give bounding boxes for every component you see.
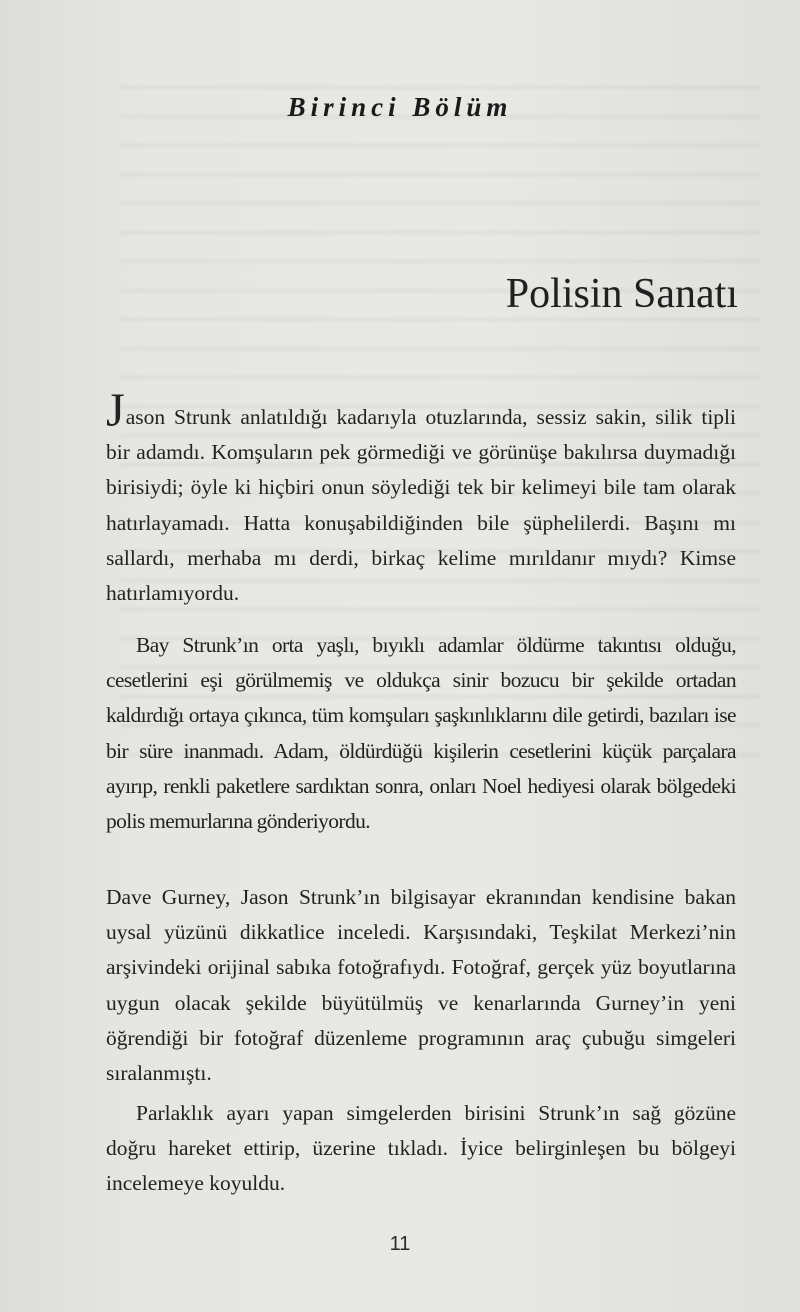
paragraph-3: Dave Gurney, Jason Strunk’ın bilgisayar ekranından kendisine bakan uysal yüzünü dikkatlice inceledi. Karşısındaki, Teşkilat Merkezi’nin arşivindeki orijinal sabıka fotoğrafıydı. Fotoğraf, gerçek yüz boyutlarına uygun olacak şekilde büyütülmüş ve kenarlarında Gurney’in yeni öğrendiği bir fotoğraf düzenleme programının araç çubuğu simgeleri sıralanmıştı. (106, 885, 736, 1086)
paragraph-4: Parlaklık ayarı yapan simgelerden birisini Strunk’ın sağ gözüne doğru hareket ettirip, üzerine tıkladı. İyice belirginleşen bu bölgeyi incelemeye koyuldu. (106, 1101, 736, 1196)
paragraph-1-text: ason Strunk anlatıldığı kadarıyla otuzlarında, sessiz sakin, silik tipli bir adamdı. Komşuların pek görmediği ve görünüşe bakılırsa duymadığı birisiydi; öyle ki hiçbiri onun söylediği tek bir kelimeyi bile tam olarak hatırlayamadı. Hatta konuşabildiğinden bile şüphelilerdi. Başını mı sallardı, merhaba mı derdi, birkaç kelime mırıldanır mıydı? Kimse hatırlamıyordu. (106, 405, 736, 606)
chapter-label: Birinci Bölüm (287, 92, 513, 122)
paragraph-1 (106, 384, 736, 611)
chapter-title: Polisin Sanatı (505, 271, 738, 317)
page-number: 11 (389, 1233, 411, 1255)
drop-cap: J (106, 384, 125, 437)
paragraph-2: Bay Strunk’ın orta yaşlı, bıyıklı adamlar öldürme takıntısı olduğu, cesetlerini eşi görülmemiş ve oldukça sinir bozucu bir şekilde ortadan kaldırdığı ortaya çıkınca, tüm komşuları şaşkınlıklarını dile getirdi, bazıları ise bir süre inanmadı. Adam, öldürdüğü kişilerin cesetlerini küçük parçalara ayırıp, renkli paketlere sardıktan sonra, onları Noel hediyesi olarak bölgedeki polis memurlarına gönderiyordu. (106, 633, 736, 834)
